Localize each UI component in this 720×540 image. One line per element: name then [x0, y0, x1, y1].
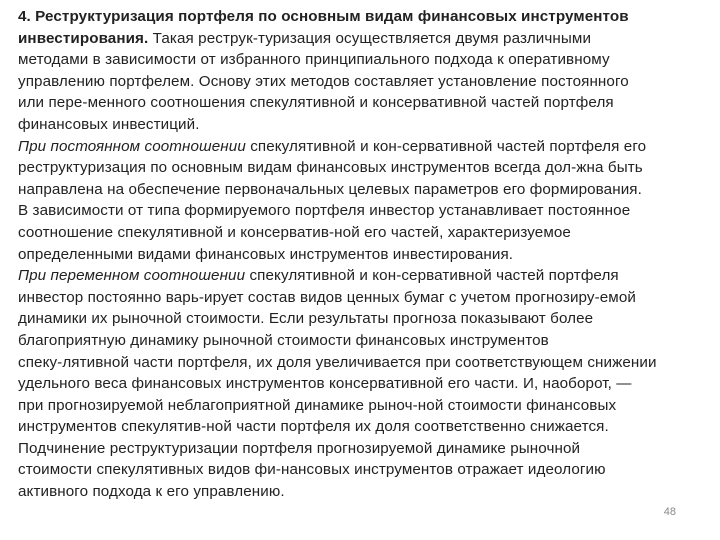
text-line: [18, 330, 708, 352]
text-run: инструментов спекулятив-ной части портфеля их доля соответственно снижается.: [18, 418, 609, 436]
text-line: [18, 438, 708, 460]
text-line: [18, 222, 708, 244]
text-run: управлению портфелем. Основу этих методов составляет установление постоянного: [18, 72, 629, 90]
text-run: благоприятную динамику рыночной стоимости финансовых инструментов: [18, 331, 549, 349]
text-run: удельного веса финансовых инструментов консервативной его части. И, наоборот, —: [18, 375, 632, 393]
text-line: [18, 287, 708, 309]
text-run: активного подхода к его управлению.: [18, 483, 285, 501]
text-run: направлена на обеспечение первоначальных целевых параметров его формирования.: [18, 180, 642, 198]
text-line: [18, 49, 708, 71]
text-line: [18, 92, 708, 114]
text-line: [18, 481, 708, 503]
text-run: Такая реструк-туризация осуществляется двумя различными: [148, 29, 592, 47]
text-line: [18, 352, 708, 374]
text-run: стоимости спекулятивных видов фи-нансовых инструментов отражает идеологию: [18, 461, 606, 479]
bold-text: инвестирования.: [18, 29, 149, 47]
text-line: [18, 114, 708, 136]
text-line: [18, 459, 708, 481]
text-run: спекулятивной и кон-сервативной частей портфеля: [245, 267, 619, 285]
text-run: соотношение спекулятивной и консерватив-ной его частей, характеризуемое: [18, 223, 571, 241]
text-line: [18, 28, 708, 50]
text-line: [18, 395, 708, 417]
text-run: спекулятивной и кон-сервативной частей портфеля его: [245, 137, 647, 155]
text-run: финансовых инвестиций.: [18, 115, 200, 133]
page-number: 48: [663, 506, 676, 518]
text-run: при прогнозируемой неблагоприятной динамике рыноч-ной стоимости финансовых: [18, 396, 617, 414]
text-line: [18, 71, 708, 93]
bold-text: 4. Реструктуризация портфеля по основным видам финансовых инструментов: [18, 8, 629, 25]
text-line: [18, 416, 708, 438]
italic-text: При переменном соотношении: [18, 267, 246, 285]
text-run: динамики их рыночной стоимости. Если результаты прогноза показывают более: [18, 310, 594, 328]
text-run: определенными видами финансовых инструментов инвестирования.: [18, 245, 514, 263]
text-run: или пере-менного соотношения спекулятивной и консервативной частей портфеля: [18, 94, 614, 112]
text-run: В зависимости от типа формируемого портфеля инвестор устанавливает постоянное: [18, 202, 631, 220]
text-run: реструктуризация по основным видам финансовых инструментов всегда дол-жна быть: [18, 159, 643, 177]
text-line: [18, 373, 708, 395]
text-line: [18, 265, 708, 287]
text-line: [18, 179, 708, 201]
text-run: инвестор постоянно варь-ирует состав видов ценных бумаг с учетом прогнозиру-емой: [18, 288, 636, 306]
italic-text: При постоянном соотношении: [18, 137, 246, 155]
text-line: [18, 308, 708, 330]
text-line: [18, 200, 708, 222]
text-run: спеку-лятивной части портфеля, их доля увеличивается при соответствующем снижении: [18, 353, 657, 371]
slide-body-text: [18, 6, 708, 503]
text-line: [18, 136, 708, 158]
text-line: [18, 244, 708, 266]
text-line: [18, 6, 708, 28]
text-run: методами в зависимости от избранного принципиального подхода к оперативному: [18, 51, 610, 69]
text-line: [18, 157, 708, 179]
text-run: Подчинение реструктуризации портфеля прогнозируемой динамике рыночной: [18, 439, 581, 457]
